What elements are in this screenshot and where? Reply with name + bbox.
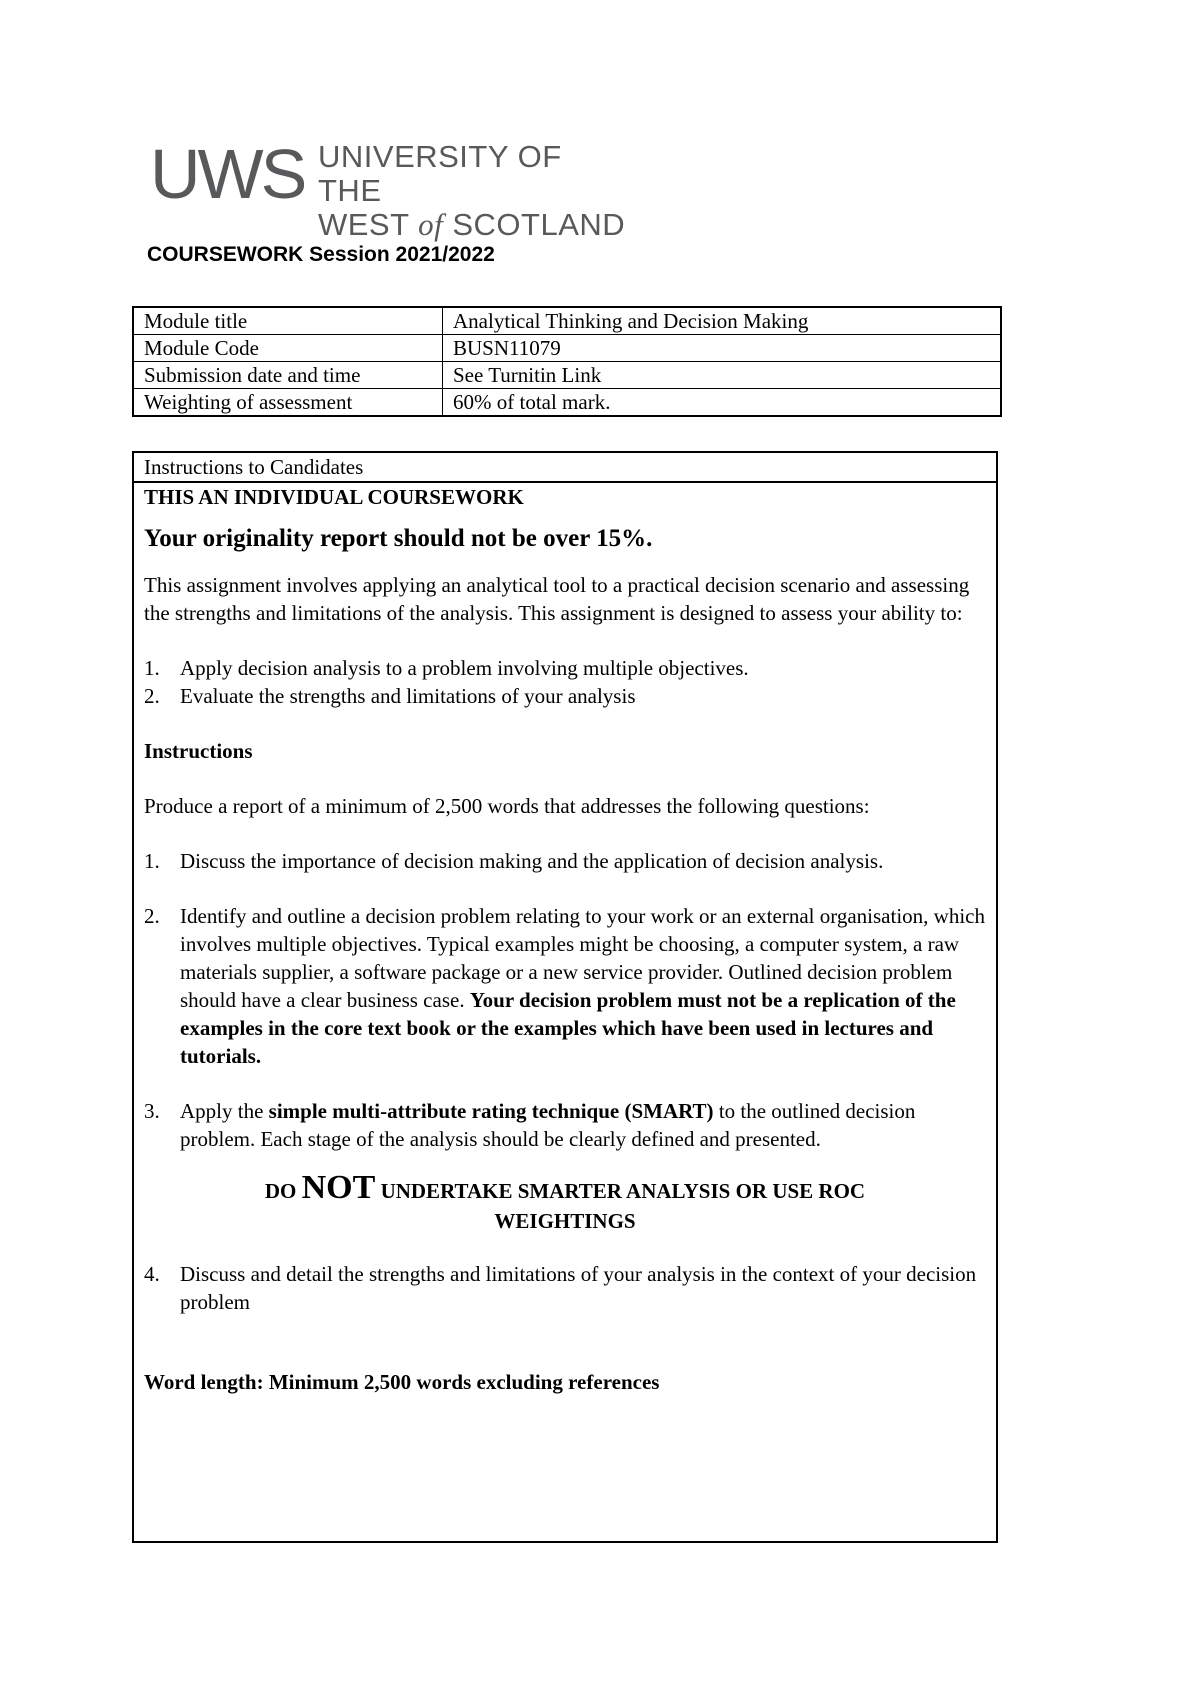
row-value: See Turnitin Link (443, 362, 1002, 389)
logo-line-2: WEST of SCOTLAND (318, 207, 626, 242)
list-item: 2. Identify and outline a decision problem relating to your work or an external organisation, which involves multiple objectives. Typical examples might be choosing, a computer system, a raw materials supplier, a software package or a new service provider. Outlined decision problem should have a clear business case. Your decision problem must not be a replication of the examples in the core text book or the examples which have been used in lectures and tutorials. (144, 904, 985, 1068)
row-value: BUSN11079 (443, 335, 1002, 362)
logo-line-1: UNIVERSITY OF THE (318, 139, 562, 208)
produce-paragraph: Produce a report of a minimum of 2,500 words that addresses the following questions: (144, 794, 870, 818)
row-label: Submission date and time (133, 362, 443, 389)
row-label: Module Code (133, 335, 443, 362)
row-value: Analytical Thinking and Decision Making (443, 307, 1002, 335)
logo-mark: UWS (150, 135, 305, 213)
module-info-table (132, 306, 1002, 417)
instructions-heading: Instructions (144, 739, 253, 763)
instructions-box (132, 451, 998, 1543)
intro-paragraph: This assignment involves applying an analytical tool to a practical decision scenario and assessing the strengths and limitations of the analysis. This assignment is designed to assess your ability to: (144, 573, 970, 625)
originality-notice: Your originality report should not be over 15%. (144, 525, 653, 552)
logo-wordmark (318, 140, 630, 242)
row-value: 60% of total mark. (443, 389, 1002, 417)
table-row (133, 335, 1001, 362)
instructions-header: Instructions to Candidates (134, 453, 996, 483)
session-title: COURSEWORK Session 2021/2022 (147, 243, 495, 266)
list-item: 3. Apply the simple multi-attribute rating technique (SMART) to the outlined decision problem. Each stage of the analysis should be clearly defined and presented. (144, 1099, 916, 1151)
uws-logo (150, 135, 630, 242)
row-label: Weighting of assessment (133, 389, 443, 417)
table-row (133, 389, 1001, 417)
questions-list (144, 847, 986, 1153)
questions-list-continued (144, 1260, 986, 1316)
individual-notice: THIS AN INDIVIDUAL COURSEWORK (144, 485, 524, 509)
word-length: Word length: Minimum 2,500 words excluding references (144, 1370, 660, 1394)
list-item: 4. Discuss and detail the strengths and limitations of your analysis in the context of your decision problem (144, 1262, 977, 1314)
list-item: 1. Discuss the importance of decision making and the application of decision analysis. (144, 849, 884, 873)
list-item: 2. Evaluate the strengths and limitations of your analysis (144, 684, 636, 708)
list-item: 1. Apply decision analysis to a problem involving multiple objectives. (144, 656, 749, 680)
table-row (133, 362, 1001, 389)
table-row (133, 307, 1001, 335)
warning-notice: DO NOT UNDERTAKE SMARTER ANALYSIS OR USE ROC WEIGHTINGS (264, 1169, 866, 1233)
objectives-list (144, 654, 986, 710)
instructions-body (134, 483, 996, 1396)
row-label: Module title (133, 307, 443, 335)
